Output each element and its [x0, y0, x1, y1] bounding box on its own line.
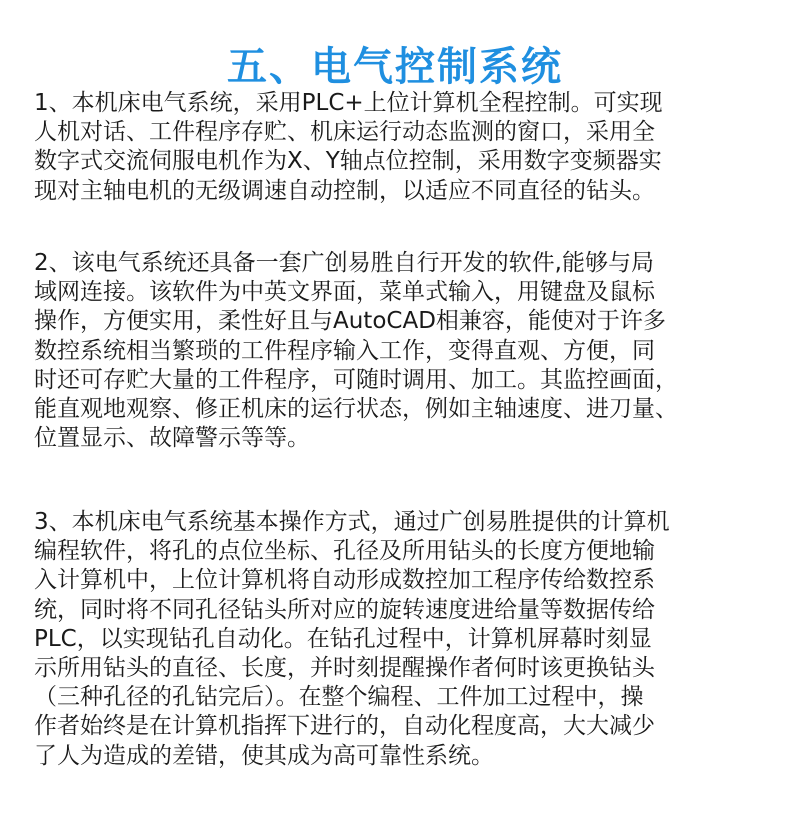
- paragraph-operation-mode: [34, 508, 764, 771]
- text-line: 位置显示、故障警示等等。: [34, 425, 310, 452]
- text-line: 2、该电气系统还具备一套广创易胜自行开发的软件,能够与局: [34, 250, 654, 276]
- text-line: 入计算机中，上位计算机将自动形成数控加工程序传给数控系: [34, 567, 655, 594]
- text-line: 操作，方便实用，柔性好且与AutoCAD相兼容，能使对于许多: [34, 308, 666, 335]
- text-line: 能直观地观察、修正机床的运行状态，例如主轴速度、进刀量、: [34, 396, 678, 423]
- text-line: （三种孔径的孔钻完后）。在整个编程、工件加工过程中，操: [34, 684, 644, 711]
- text-line: 了人为造成的差错，使其成为高可靠性系统。: [34, 742, 494, 769]
- page-title: 五、电气控制系统: [227, 43, 563, 90]
- text-line: 现对主轴电机的无级调速自动控制，以适应不同直径的钻头。: [34, 177, 655, 204]
- text-line: 时还可存贮大量的工件程序，可随时调用、加工。其监控画面，: [34, 366, 678, 393]
- text-line: 数控系统相当繁琐的工件程序输入工作，变得直观、方便，同: [34, 337, 655, 364]
- text-line: 编程软件，将孔的点位坐标、孔径及所用钻头的长度方便地输: [34, 538, 655, 565]
- text-line: 3、本机床电气系统基本操作方式，通过广创易胜提供的计算机: [34, 509, 670, 535]
- text-line: PLC，以实现钻孔自动化。在钻孔过程中，计算机屏幕时刻显: [34, 625, 652, 652]
- text-line: 人机对话、工件程序存贮、机床运行动态监测的窗口，采用全: [34, 119, 655, 146]
- paragraph-plc-control: [34, 89, 764, 206]
- text-line: 示所用钻头的直径、长度，并时刻提醒操作者何时该更换钻头: [34, 655, 655, 682]
- paragraph-software: [34, 249, 764, 453]
- text-line: 作者始终是在计算机指挥下进行的，自动化程度高，大大减少: [34, 713, 655, 740]
- text-line: 1、本机床电气系统，采用PLC+上位计算机全程控制。可实现: [34, 90, 663, 116]
- text-line: 域网连接。该软件为中英文界面，菜单式输入，用键盘及鼠标: [34, 279, 655, 306]
- text-line: 统，同时将不同孔径钻头所对应的旋转速度进给量等数据传给: [34, 596, 655, 623]
- text-line: 数字式交流伺服电机作为X、Y轴点位控制，采用数字变频器实: [34, 148, 662, 175]
